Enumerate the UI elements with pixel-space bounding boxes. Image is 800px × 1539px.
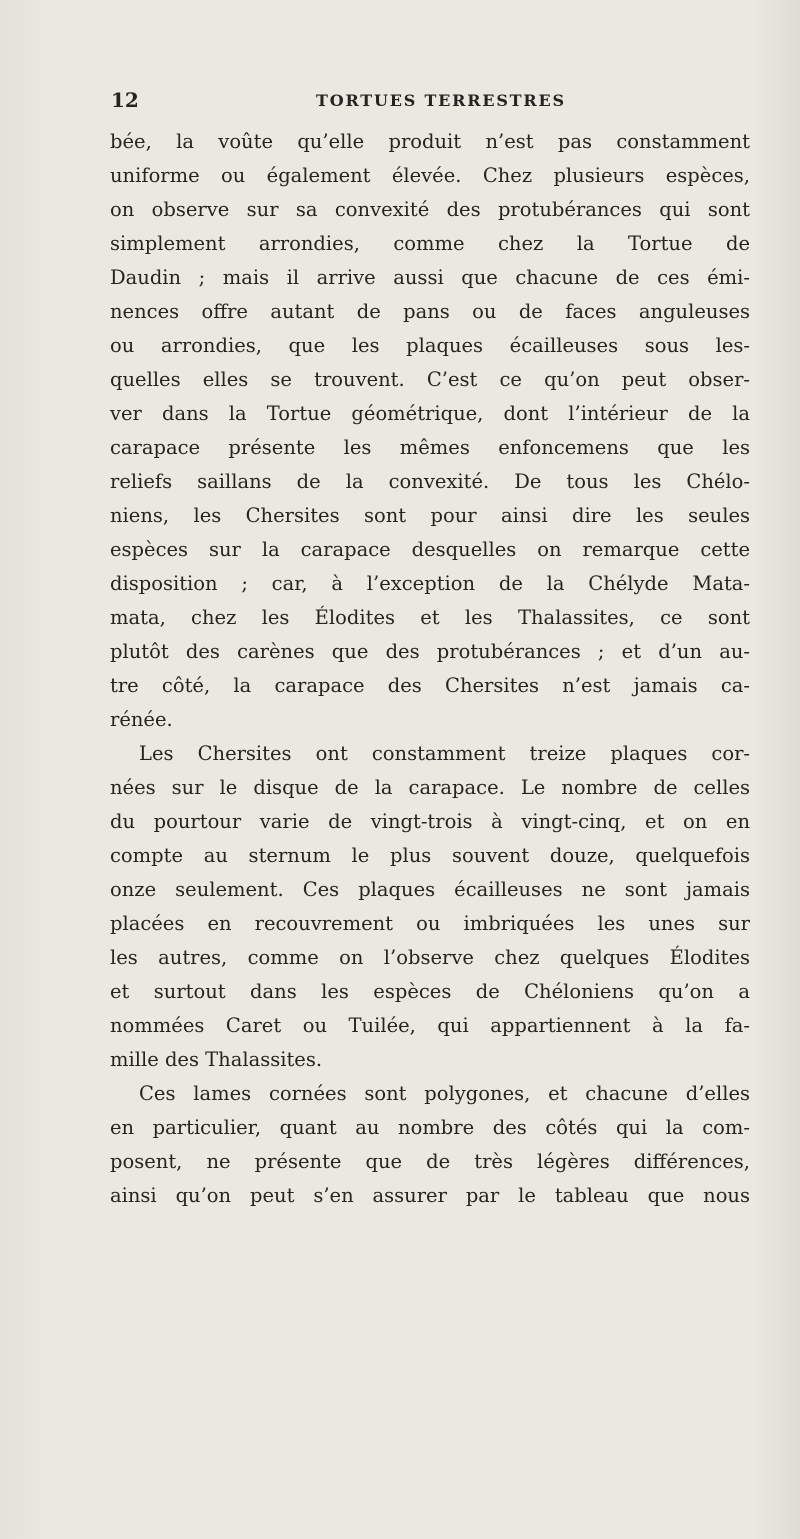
text-line: et surtout dans les espèces de Chéloniens qu’on a: [110, 980, 750, 1003]
text-line: disposition ; car, à l’exception de la Chélyde Mata-: [110, 572, 750, 595]
page-number: 12: [111, 88, 139, 112]
text-line: les autres, comme on l’observe chez quelques Élodites: [110, 946, 750, 969]
text-line: quelles elles se trouvent. C’est ce qu’on peut obser-: [110, 368, 750, 391]
text-line: Les Chersites ont constamment treize plaques cor-: [139, 742, 750, 765]
text-line: nommées Caret ou Tuilée, qui appartiennent à la fa-: [110, 1014, 750, 1037]
text-line: nées sur le disque de la carapace. Le nombre de celles: [110, 776, 750, 799]
text-line: onze seulement. Ces plaques écailleuses ne sont jamais: [110, 878, 750, 901]
text-line: ou arrondies, que les plaques écailleuses sous les-: [110, 334, 750, 357]
text-line: ainsi qu’on peut s’en assurer par le tableau que nous: [110, 1184, 750, 1207]
text-line: en particulier, quant au nombre des côtés qui la com-: [110, 1116, 750, 1139]
text-line: compte au sternum le plus souvent douze, quelquefois: [110, 844, 750, 867]
text-line: rénée.: [110, 708, 173, 731]
text-line: mata, chez les Élodites et les Thalassites, ce sont: [110, 606, 750, 629]
text-line: placées en recouvrement ou imbriquées les unes sur: [110, 912, 750, 935]
text-line: uniforme ou également élevée. Chez plusieurs espèces,: [110, 164, 750, 187]
text-line: niens, les Chersites sont pour ainsi dire les seules: [110, 504, 750, 527]
running-head: [0, 0, 800, 120]
text-line: ver dans la Tortue géométrique, dont l’intérieur de la: [110, 402, 750, 425]
text-line: Ces lames cornées sont polygones, et chacune d’elles: [139, 1082, 750, 1105]
text-line: du pourtour varie de vingt-trois à vingt-cinq, et on en: [110, 810, 750, 833]
text-line: posent, ne présente que de très légères différences,: [110, 1150, 750, 1173]
running-title: TORTUES TERRESTRES: [316, 91, 566, 110]
body-text: [110, 125, 750, 1213]
text-line: simplement arrondies, comme chez la Tortue de: [110, 232, 750, 255]
text-line: reliefs saillans de la convexité. De tous les Chélo-: [110, 470, 750, 493]
text-line: bée, la voûte qu’elle produit n’est pas constamment: [110, 130, 750, 153]
text-line: Daudin ; mais il arrive aussi que chacune de ces émi-: [110, 266, 750, 289]
text-line: mille des Thalassites.: [110, 1048, 323, 1071]
text-line: plutôt des carènes que des protubérances ; et d’un au-: [110, 640, 750, 663]
text-line: tre côté, la carapace des Chersites n’est jamais ca-: [110, 674, 750, 697]
text-line: on observe sur sa convexité des protubérances qui sont: [110, 198, 750, 221]
text-line: carapace présente les mêmes enfoncemens que les: [110, 436, 750, 459]
text-line: espèces sur la carapace desquelles on remarque cette: [110, 538, 750, 561]
text-line: nences offre autant de pans ou de faces anguleuses: [110, 300, 750, 323]
